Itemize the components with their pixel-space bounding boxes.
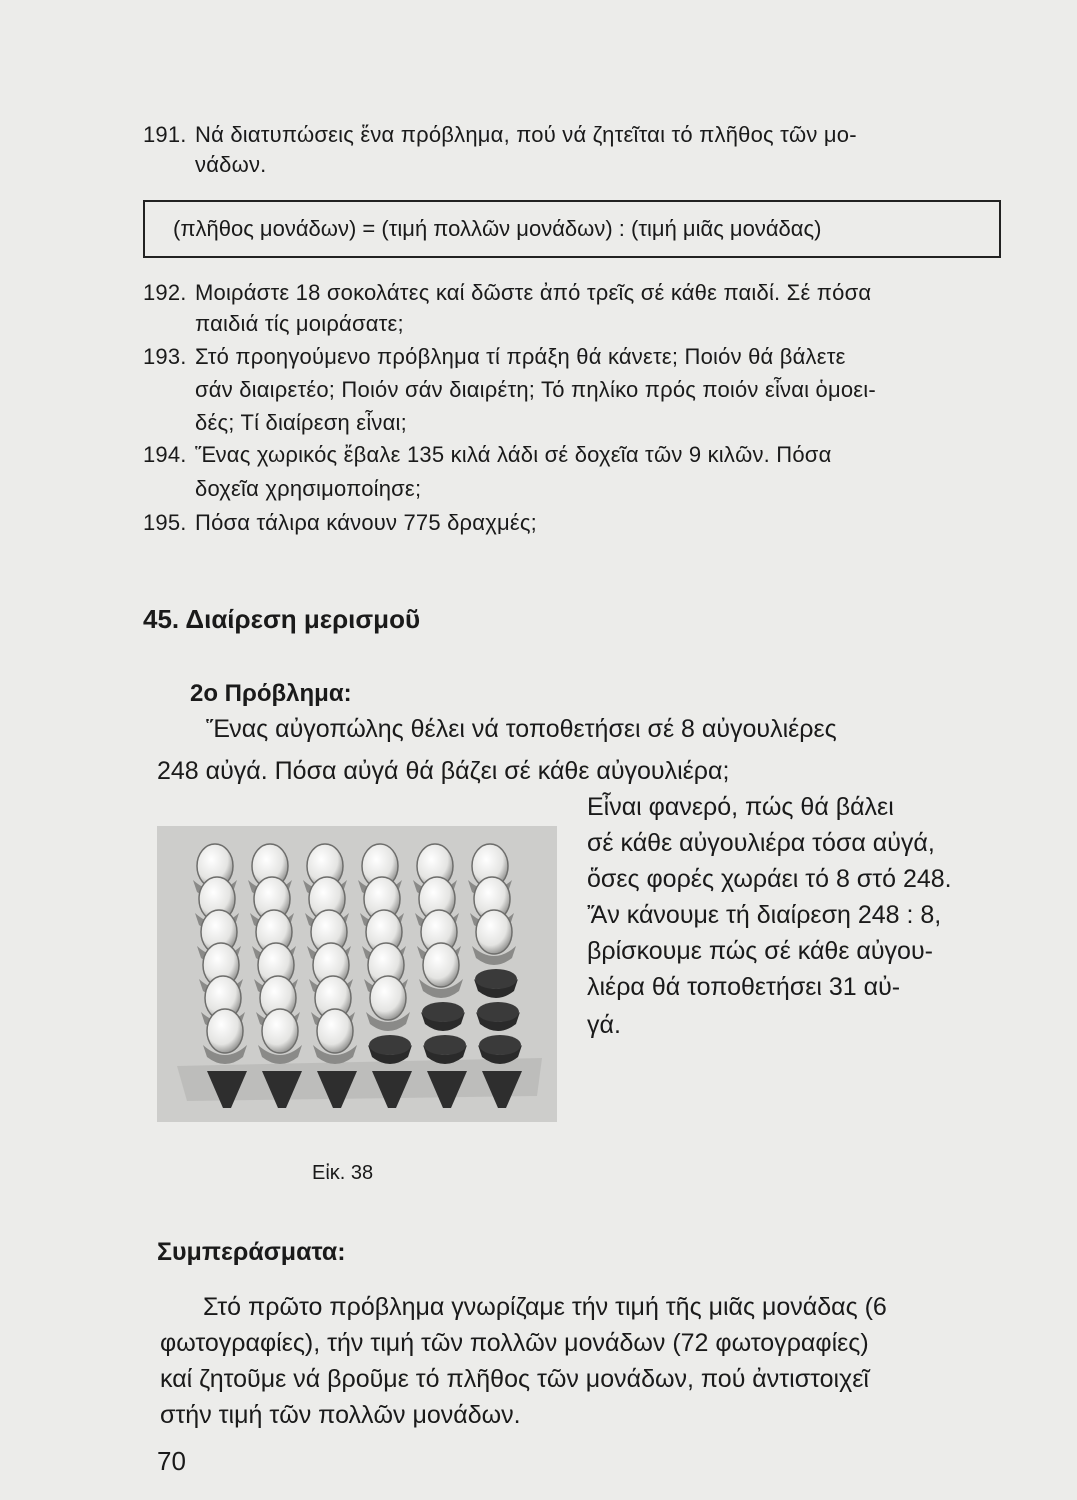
- exercise-number: 195.: [143, 510, 187, 535]
- page-number: 70: [157, 1446, 186, 1476]
- explanation-line: Εἶναι φανερό, πώς θά βάλει: [587, 793, 894, 821]
- exercise-line: παιδιά τίς μοιράσατε;: [195, 311, 404, 336]
- explanation-line: λιέρα θά τοποθετήσει 31 αὐ-: [587, 973, 901, 1001]
- empty-cup: [369, 1035, 411, 1055]
- problem-line: Ἕνας αὐγοπώλης θέλει νά τοποθετήσει σέ 8 αὐγουλιέρες: [206, 715, 837, 743]
- exercise-line: Ἕνας χωρικός ἔβαλε 135 κιλά λάδι σέ δοχεῖα τῶν 9 κιλῶν. Πόσα: [195, 442, 832, 467]
- exercise-number: 192.: [143, 280, 187, 305]
- egg: [370, 976, 406, 1020]
- egg-trays-illustration: [157, 826, 557, 1122]
- explanation-line: βρίσκουμε πώς σέ κάθε αὐγου-: [587, 937, 933, 965]
- exercise-191: [143, 120, 1013, 184]
- egg: [317, 1009, 353, 1053]
- empty-cup: [477, 1002, 519, 1022]
- egg-trays-photo: [157, 826, 557, 1122]
- explanation-line: ὅσες φορές χωράει τό 8 στό 248.: [587, 865, 952, 893]
- conclusions-title: Συμπεράσματα:: [157, 1238, 346, 1266]
- problem-line: 248 αὐγά. Πόσα αὐγά θά βάζει σέ κάθε αὐγουλιέρα;: [157, 757, 730, 785]
- problem-title: 2ο Πρόβλημα:: [190, 680, 352, 707]
- exercise-line: Μοιράστε 18 σοκολάτες καί δῶστε ἀπό τρεῖς σέ κάθε παιδί. Σέ πόσα: [195, 280, 872, 305]
- exercise-line: νάδων.: [195, 152, 267, 177]
- explanation-line: σέ κάθε αὐγουλιέρα τόσα αὐγά,: [587, 829, 935, 857]
- conclusion-line: καί ζητοῦμε νά βροῦμε τό πλῆθος τῶν μονάδων, πού ἀντιστοιχεῖ: [160, 1365, 869, 1393]
- conclusion-line: στήν τιμή τῶν πολλῶν μονάδων.: [160, 1401, 521, 1429]
- egg: [423, 943, 459, 987]
- exercise-number: 194.: [143, 442, 187, 467]
- exercise-line: Στό προηγούμενο πρόβλημα τί πράξη θά κάνετε; Ποιόν θά βάλετε: [195, 344, 846, 369]
- exercise-line: δές; Τί διαίρεση εἶναι;: [195, 410, 407, 435]
- exercise-194: [143, 440, 1023, 504]
- exercise-line: Πόσα τάλιρα κάνουν 775 δραχμές;: [195, 510, 537, 535]
- egg: [207, 1009, 243, 1053]
- egg: [476, 910, 512, 954]
- empty-cup: [475, 969, 517, 989]
- exercise-line: σάν διαιρετέο; Ποιόν σάν διαιρέτη; Τό πηλίκο πρός ποιόν εἶναι ὁμοει-: [195, 377, 876, 402]
- exercise-number: 191.: [143, 122, 187, 147]
- exercise-line: δοχεῖα χρησιμοποίησε;: [195, 476, 422, 501]
- empty-cup: [422, 1002, 464, 1022]
- empty-cup: [479, 1035, 521, 1055]
- exercise-number: 193.: [143, 344, 187, 369]
- exercise-line: Νά διατυπώσεις ἕνα πρόβλημα, πού νά ζητεῖται τό πλῆθος τῶν μο-: [195, 122, 857, 147]
- exercise-192: [143, 278, 1023, 342]
- conclusion-line: φωτογραφίες), τήν τιμή τῶν πολλῶν μονάδων (72 φωτογραφίες): [160, 1329, 869, 1357]
- explanation-line: Ἄν κάνουμε τή διαίρεση 248 : 8,: [587, 901, 942, 929]
- conclusion-line: Στό πρῶτο πρόβλημα γνωρίζαμε τήν τιμή τῆς μιᾶς μονάδας (6: [203, 1293, 887, 1321]
- explanation-line: γά.: [587, 1011, 621, 1039]
- figure-caption: Εἰκ. 38: [312, 1162, 374, 1184]
- formula-box: (πλῆθος μονάδων) = (τιμή πολλῶν μονάδων) : (τιμή μιᾶς μονάδας): [143, 200, 1001, 258]
- section-title: 45. Διαίρεση μερισμοῦ: [143, 604, 421, 634]
- exercise-193: [143, 342, 1023, 438]
- egg: [262, 1009, 298, 1053]
- exercise-195: [143, 508, 1023, 540]
- empty-cup: [424, 1035, 466, 1055]
